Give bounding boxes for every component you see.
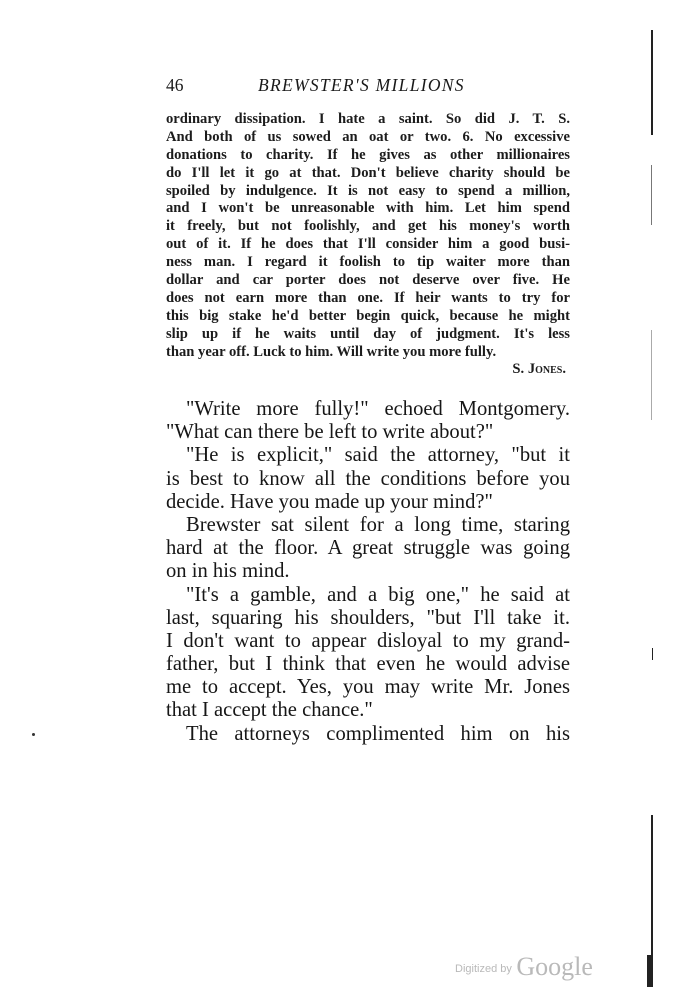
digitized-watermark xyxy=(455,952,593,982)
letter-line: does not earn more than one. If heir wants to try for xyxy=(166,289,570,306)
letter-line: ordinary dissipation. I hate a saint. So did J. T. S. xyxy=(166,111,570,127)
letter-line: spoiled by indulgence. It is not easy to spend a million, xyxy=(166,182,570,199)
running-head xyxy=(166,73,586,97)
paragraph-line: The attorneys complimented him on his xyxy=(186,722,570,745)
scan-edge-line xyxy=(651,165,652,225)
paragraph-line: hard at the floor. A great struggle was going xyxy=(166,537,570,560)
narrative-text xyxy=(166,398,570,746)
paragraph-line: me to accept. Yes, you may write Mr. Jones xyxy=(166,676,570,699)
letter-line: out of it. If he does that I'll consider him a good busi- xyxy=(166,236,570,253)
letter-line: than year off. Luck to him. Will write you more fully. xyxy=(166,343,497,360)
paragraph-line: decide. Have you made up your mind?" xyxy=(166,490,493,513)
paragraph-line: on in his mind. xyxy=(166,560,290,583)
digitized-prefix: Digitized by xyxy=(455,963,512,975)
letter-line: and I won't be unreasonable with him. Let him spend xyxy=(166,200,570,217)
paragraph-line: that I accept the chance." xyxy=(166,699,373,722)
running-title: BREWSTER'S MILLIONS xyxy=(258,75,465,95)
letter-line: dollar and car porter does not deserve over five. He xyxy=(166,272,570,289)
paragraph-line: "Write more fully!" echoed Montgomery. xyxy=(186,398,570,420)
paragraph-line: "What can there be left to write about?" xyxy=(166,421,494,444)
paragraph-line: father, but I think that even he would advise xyxy=(166,653,570,676)
paragraph-line: is best to know all the conditions before you xyxy=(166,467,570,490)
letter-signature: S. Jones. xyxy=(512,361,566,378)
paragraph-line: "He is explicit," said the attorney, "but it xyxy=(186,444,570,467)
paragraph-line: "It's a gamble, and a big one," he said at xyxy=(186,583,570,606)
scan-edge-line xyxy=(651,330,652,420)
letter-line: ness man. I regard it foolish to tip waiter more than xyxy=(166,254,570,271)
letter-line: slip up if he waits until day of judgment. It's less xyxy=(166,325,570,342)
letter-line: And both of us sowed an oat or two. 6. No excessive xyxy=(166,128,570,145)
scan-speck xyxy=(32,733,35,736)
letter-block xyxy=(166,111,570,379)
scan-edge-line xyxy=(647,955,653,987)
scan-edge-line xyxy=(651,30,653,135)
paragraph-line: last, squaring his shoulders, "but I'll take it. xyxy=(166,606,570,629)
letter-line: it freely, but not foolishly, and get his money's worth xyxy=(166,218,570,235)
scan-edge-line xyxy=(652,648,653,660)
letter-line: this big stake he'd better begin quick, because he might xyxy=(166,307,570,324)
paragraph-line: Brewster sat silent for a long time, staring xyxy=(186,513,570,536)
page-number: 46 xyxy=(166,75,184,95)
letter-line: do I'll let it go at that. Don't believe charity should be xyxy=(166,164,570,181)
paragraph-line: I don't want to appear disloyal to my grand- xyxy=(166,629,570,652)
letter-line: donations to charity. If he gives as other millionaires xyxy=(166,146,570,163)
digitized-brand: Google xyxy=(516,952,593,981)
